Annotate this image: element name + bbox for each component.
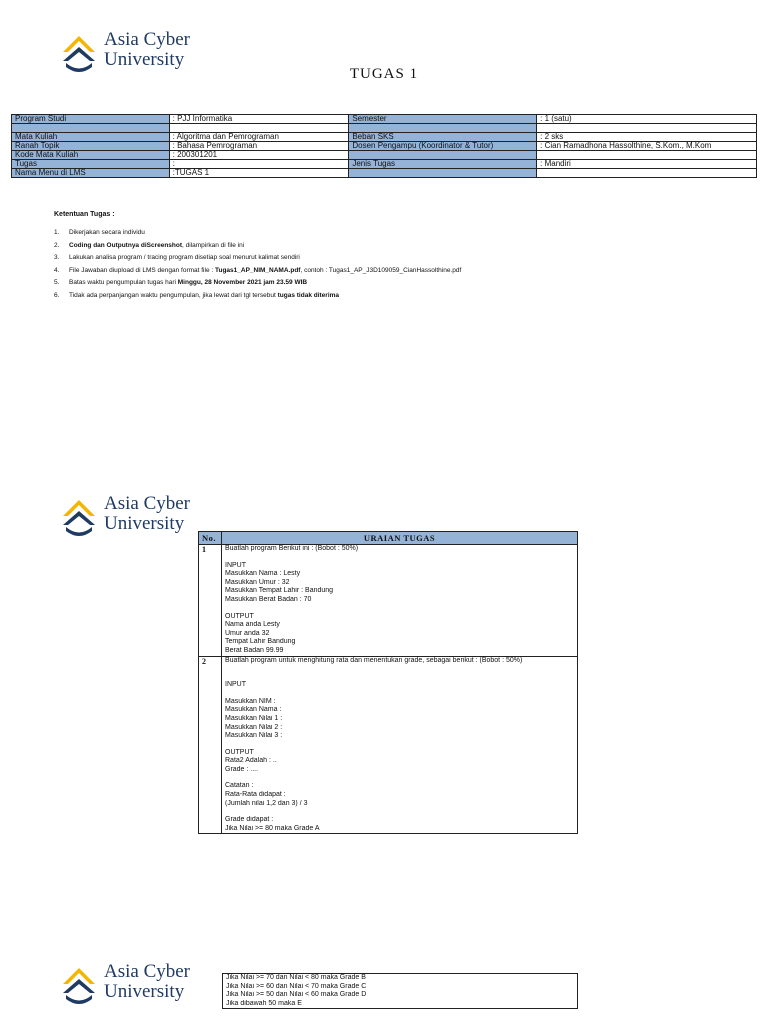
col-uraian-header: URAIAN TUGAS [222, 532, 578, 545]
task-line [225, 741, 574, 749]
ketentuan-item-pre: File Jawaban diupload di LMS dengan format file : [69, 266, 215, 274]
info-label-cell: Mata Kuliah [12, 133, 170, 142]
task-line: Umur anda 32 [225, 629, 270, 637]
info-label-cell [349, 124, 537, 133]
task-line: Buatlah program Berikut ini : (Bobot : 50%) [225, 545, 359, 552]
logo-line2: University [104, 49, 185, 70]
task-line: OUTPUT [225, 612, 254, 620]
ketentuan-item-pre: Dikerjakan secara individu [69, 229, 145, 236]
ketentuan-item [54, 252, 461, 265]
info-label-cell: Tugas [12, 160, 170, 169]
task-line [225, 808, 574, 816]
ketentuan-item-bold: Coding dan Outputnya diScreenshot [69, 241, 183, 249]
ketentuan-item-pre: Batas waktu pengumpulan tugas hari [69, 279, 178, 287]
logo-text [104, 962, 190, 1002]
task-line [225, 690, 574, 698]
info-label-cell: Ranah Topik [12, 142, 170, 151]
info-value-cell: : 200301201 [169, 151, 349, 160]
task-line [225, 673, 574, 681]
task-line: Masukkan Nilai 3 : [225, 732, 283, 740]
grade-line: Jika Nilai >= 60 dan Nilai < 70 maka Grade C [226, 982, 367, 990]
task-line: Rata-Rata didapat : [225, 791, 286, 799]
ketentuan-item-pre: Lakukan analisa program / tracing program disetiap soal menurut kalimat sendiri [69, 254, 300, 262]
info-label-cell: Beban SKS [349, 133, 537, 142]
info-row [12, 124, 757, 133]
task-line: Grade : .... [225, 765, 259, 773]
ketentuan-item [54, 265, 461, 278]
task-line: Grade didapat : [225, 816, 274, 824]
info-label-cell [12, 124, 170, 133]
info-label-cell: Jenis Tugas [349, 160, 537, 169]
ketentuan-item-pre: Tidak ada perpanjangan waktu pengumpulan, jika lewat dari tgl tersebut [69, 291, 278, 299]
document-title: TUGAS 1 [349, 66, 419, 82]
info-value-cell: : Cian Ramadhona Hassolthine, S.Kom., M.Kom [537, 142, 757, 151]
info-row [12, 169, 757, 178]
ketentuan-item-num: 5. [54, 279, 60, 287]
info-label-cell: Kode Mata Kuliah [12, 151, 170, 160]
ketentuan-title: Ketentuan Tugas : [54, 211, 115, 218]
task-line [225, 605, 574, 613]
task-line: Masukkan Tempat Lahir : Bandung [225, 587, 334, 595]
info-value-cell: : Algoritma dan Pemrograman [169, 133, 349, 142]
ketentuan-item-num: 2. [54, 241, 60, 249]
info-label-cell: Dosen Pengampu (Koordinator & Tutor) [349, 142, 537, 151]
task-line: Masukkan Nama : Lesty [225, 570, 301, 578]
logo-line2: University [104, 513, 185, 534]
task-content [222, 656, 578, 834]
ketentuan-item-bold: tugas tidak diterima [277, 291, 340, 299]
task-line: OUTPUT [225, 748, 254, 756]
info-row [12, 160, 757, 169]
task-line [225, 774, 574, 782]
info-value-cell [537, 124, 757, 133]
task-line: (Jumlah nilai 1,2 dan 3) / 3 [225, 799, 308, 807]
task-line: Masukkan Umur : 32 [225, 578, 290, 586]
logo-text [104, 494, 190, 534]
info-value-cell [537, 169, 757, 178]
col-no-header: No. [199, 532, 222, 545]
logo-line1: Asia Cyber [104, 493, 191, 514]
task-line [225, 554, 574, 562]
grade-line: Jika dibawah 50 maka E [226, 999, 302, 1007]
ketentuan-item-bold: Minggu, 28 November 2021 jam 23.59 WIB [177, 279, 308, 287]
ketentuan-item-num: 4. [54, 266, 60, 274]
ketentuan-item-post: , contoh : Tugas1_AP_J3D109059_CianHassolthine.pdf [300, 266, 462, 274]
info-value-cell: : 1 (satu) [537, 115, 757, 124]
task-line: Masukkan Nama : [225, 706, 282, 714]
task-line: Masukkan Nilai 1 : [225, 714, 283, 722]
info-row [12, 142, 757, 151]
info-label-cell: Nama Menu di LMS [12, 169, 170, 178]
task-row [199, 545, 578, 657]
logo-emblem-icon [60, 492, 98, 536]
task-line [225, 665, 574, 673]
task-line: Catatan : [225, 782, 254, 790]
info-row [12, 115, 757, 124]
ketentuan-item [54, 240, 461, 253]
task-row [199, 656, 578, 834]
info-label-cell: Program Studi [12, 115, 170, 124]
ketentuan-item-post: , dilampirkan di file ini [182, 241, 245, 249]
task-line: Buatlah program untuk menghitung rata dan menentukan grade, sebagai berikut : (Bobot : 50%) [225, 656, 523, 664]
logo-line1: Asia Cyber [104, 961, 191, 982]
info-label-cell [349, 169, 537, 178]
task-number: 2 [199, 656, 222, 834]
uraian-tugas-table [198, 531, 578, 834]
task-line: Nama anda Lesty [225, 621, 280, 629]
info-row [12, 133, 757, 142]
task-number: 1 [199, 545, 222, 657]
task-line: Masukkan Berat Badan : 70 [225, 595, 312, 603]
logo-line1: Asia Cyber [104, 29, 191, 50]
info-value-cell [537, 151, 757, 160]
info-label-cell: Semester [349, 115, 537, 124]
ketentuan-list [54, 227, 461, 303]
info-label-cell [349, 151, 537, 160]
task-line: INPUT [225, 561, 246, 569]
grade-continuation-table [222, 973, 578, 1009]
course-info-table [11, 114, 757, 178]
info-value-cell: : 2 sks [537, 133, 757, 142]
info-value-cell: : [169, 160, 349, 169]
university-logo [60, 492, 190, 536]
info-value-cell: : Bahasa Pemrograman [169, 142, 349, 151]
ketentuan-item [54, 227, 461, 240]
logo-line2: University [104, 981, 185, 1002]
info-row [12, 151, 757, 160]
university-logo [60, 960, 190, 1004]
task-content [222, 545, 578, 657]
logo-text [104, 30, 190, 70]
ketentuan-item-num: 1. [54, 229, 60, 236]
task-line: INPUT [225, 681, 246, 689]
logo-emblem-icon [60, 960, 98, 1004]
ketentuan-item [54, 290, 461, 303]
info-value-cell [169, 124, 349, 133]
task-line: Masukkan Nilai 2 : [225, 723, 283, 731]
grade-line: Jika Nilai >= 50 dan Nilai < 60 maka Grade D [226, 991, 367, 999]
grade-continuation-cell [223, 974, 578, 1009]
grade-line: Jika Nilai >= 70 dan Nilai < 80 maka Grade B [226, 974, 366, 981]
ketentuan-item-num: 3. [54, 254, 60, 262]
task-line: Masukkan NIM : [225, 697, 276, 705]
ketentuan-item [54, 277, 461, 290]
ketentuan-item-bold: Tugas1_AP_NIM_NAMA.pdf [214, 266, 301, 274]
info-value-cell: : PJJ Informatika [169, 115, 349, 124]
task-line: Berat Badan 99.99 [225, 646, 284, 654]
ketentuan-item-num: 6. [54, 291, 60, 299]
task-line: Rata2 Adalah : .. [225, 757, 277, 765]
task-line: Tempat Lahir Bandung [225, 638, 296, 646]
info-value-cell: :TUGAS 1 [169, 169, 349, 178]
task-line: Jika Nilai >= 80 maka Grade A [225, 824, 320, 832]
info-value-cell: : Mandiri [537, 160, 757, 169]
